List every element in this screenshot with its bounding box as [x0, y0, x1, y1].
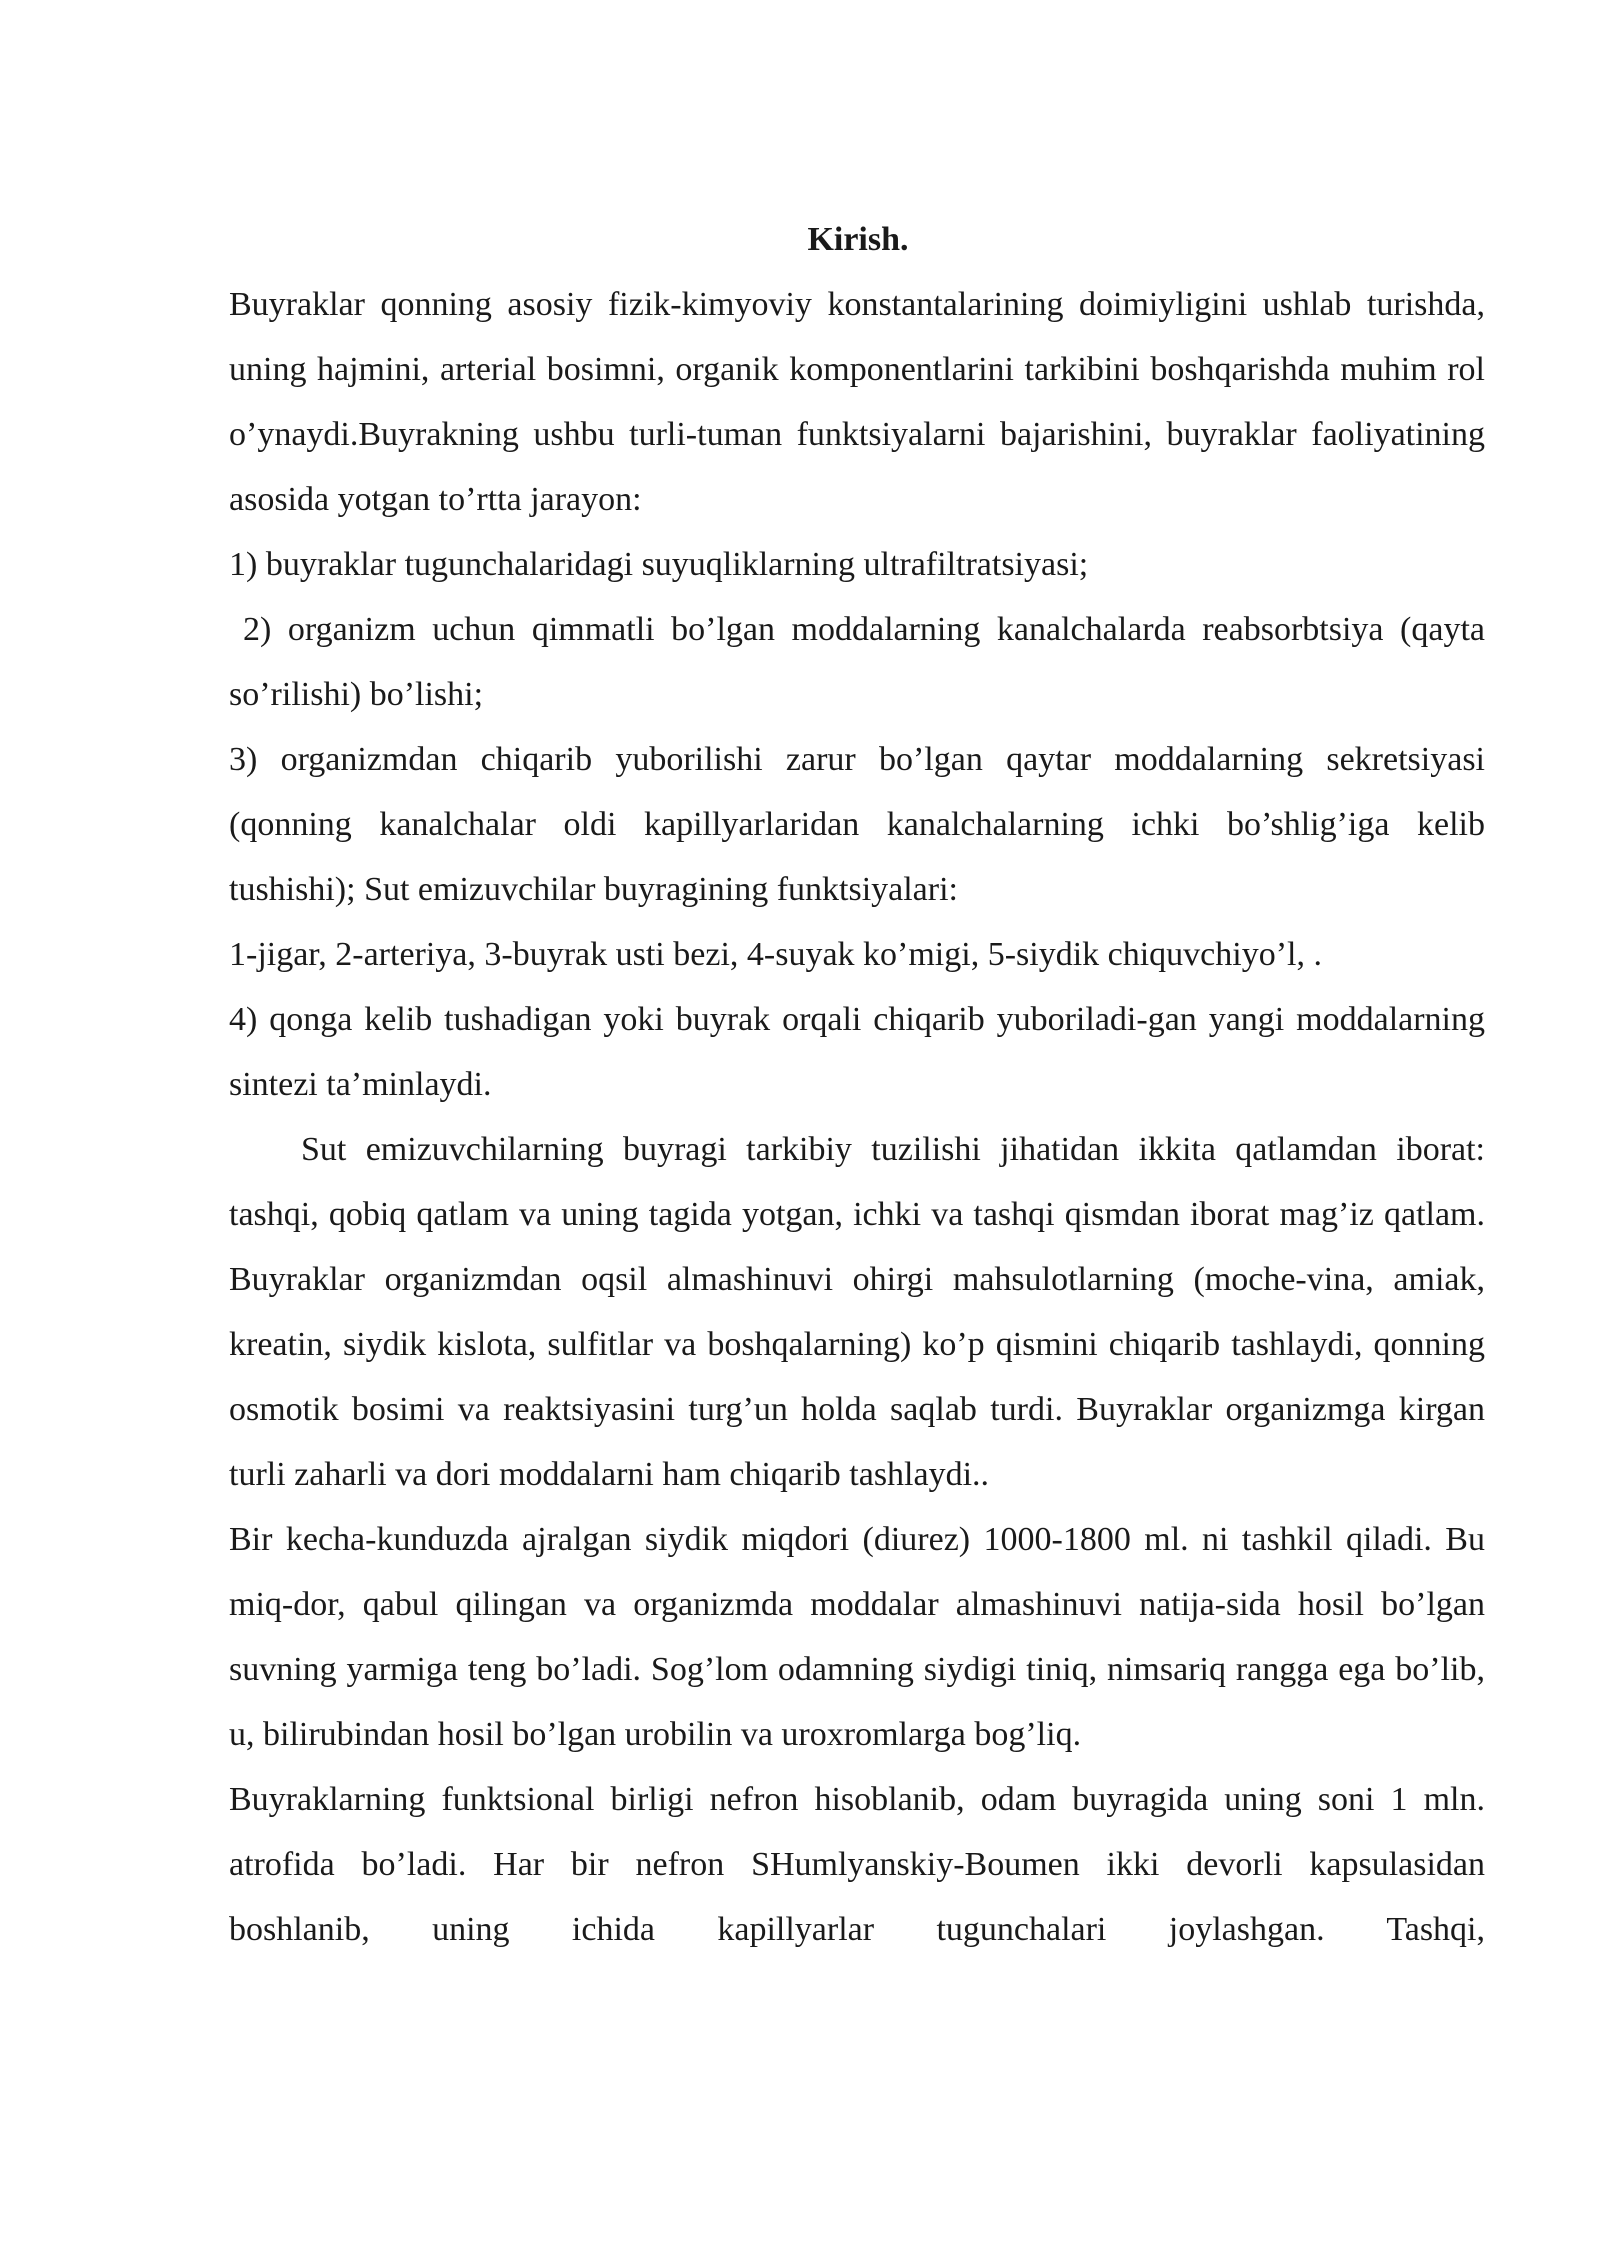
list-item-3: 3) organizmdan chiqarib yuborilishi zarur bo’lgan qaytar moddalarning sekretsiyasi (qonning kanalchalar oldi kapillyarlaridan kanalchalarning ichki bo’shlig’iga kelib tushishi); Sut emizuvchilar buyragining funktsiyalari: [229, 741, 1485, 908]
figure-caption-line: 1-jigar, 2-arteriya, 3-buyrak usti bezi, 4-suyak ko’migi, 5-siydik chiquvchiyo’l, . [229, 936, 1322, 973]
paragraph-nephron: Buyraklarning funktsional birligi nefron hisoblanib, odam buyragida uning soni 1 mln. atrofida bo’ladi. Har bir nefron SHumlyanskiy-Boumen ikki devorli kapsulasidan boshlanib, uning ichida kapillyarlar tugunchalari joylashgan. Tashqi, [229, 1781, 1485, 1948]
page-title: Kirish. [807, 221, 909, 258]
paragraph-intro: Buyraklar qonning asosiy fizik-kimyoviy konstantalarining doimiyligini ushlab turishda, uning hajmini, arterial bosimni, organik komponentlarini tarkibini boshqarishda muhim rol o’ynaydi.Buyrakning ushbu turli-tuman funktsiyalarni bajarishini, buyraklar faoliyatining asosida yotgan to’rtta jarayon: [229, 286, 1485, 518]
list-item-4: 4) qonga kelib tushadigan yoki buyrak orqali chiqarib yuboriladi-gan yangi moddalarning sintezi ta’minlaydi. [229, 1001, 1485, 1103]
list-item-2: 2) organizm uchun qimmatli bo’lgan moddalarning kanalchalarda reabsorbtsiya (qayta so’rilishi) bo’lishi; [229, 611, 1485, 713]
document-body [229, 207, 1485, 1962]
list-item-1: 1) buyraklar tugunchalaridagi suyuqliklarning ultrafiltratsiyasi; [229, 546, 1089, 583]
paragraph-structure: Sut emizuvchilarning buyragi tarkibiy tuzilishi jihatidan ikkita qatlamdan iborat: tashqi, qobiq qatlam va uning tagida yotgan, ichki va tashqi qismdan iborat mag’iz qatlam. Buyraklar organizmdan oqsil almashinuvi ohirgi mahsulotlarning (moche-vina, amiak, kreatin, siydik kislota, sulfitlar va boshqalarning) ko’p qismini chiqarib tashlaydi, qonning osmotik bosimi va reaktsiyasini turg’un holda saqlab turdi. Buyraklar organizmga kirgan turli zaharli va dori moddalarni ham chiqarib tashlaydi.. [229, 1131, 1485, 1493]
paragraph-diuresis: Bir kecha-kunduzda ajralgan siydik miqdori (diurez) 1000-1800 ml. ni tashkil qiladi. Bu miq-dor, qabul qilingan va organizmda moddalar almashinuvi natija-sida hosil bo’lgan suvning yarmiga teng bo’ladi. Sog’lom odamning siydigi tiniq, nimsariq rangga ega bo’lib, u, bilirubindan hosil bo’lgan urobilin va uroxromlarga bog’liq. [229, 1521, 1485, 1753]
